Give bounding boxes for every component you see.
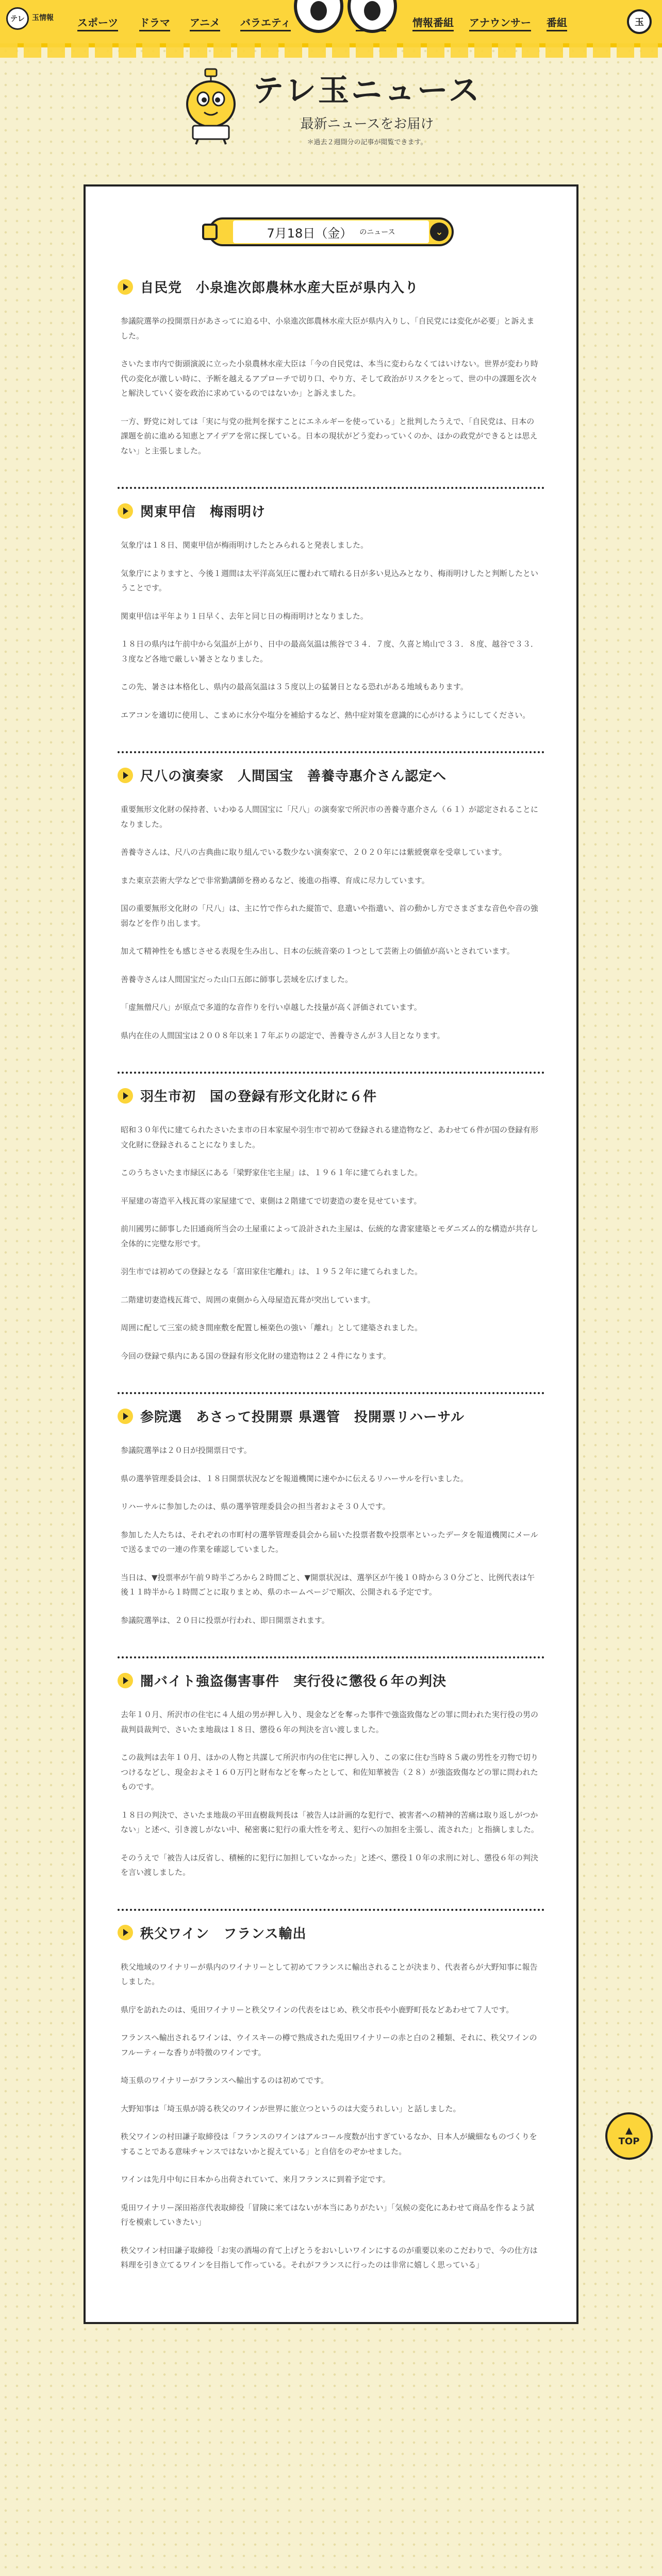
article-paragraph: リハーサルに参加したのは、県の選挙管理委員会の担当者およそ３０人です。 <box>121 1502 390 1511</box>
nav-item-anime[interactable]: アニメ <box>190 14 220 29</box>
page-title: テレ玉ニュース <box>253 73 482 109</box>
date-suffix: のニュース <box>359 228 395 236</box>
play-bullet-icon <box>118 279 133 295</box>
logo-badge: テレ <box>6 7 29 30</box>
article-paragraph: 関東甲信は平年より１日早く、去年と同じ日の梅雨明けとなりました。 <box>121 611 368 621</box>
article-paragraph: 気象庁によりますと、今後１週間は太平洋高気圧に覆われて晴れる日が多い見込みとなり、梅雨明けしたと判断したということです。 <box>121 568 539 592</box>
article-body <box>118 1960 544 2273</box>
play-bullet-icon <box>118 1925 133 1940</box>
article-paragraph: 大野知事は「埼玉県が誇る秩父のワインが世界に旅立つというのは大変うれしい」と話しました。 <box>121 2104 461 2113</box>
arrow-up-icon: ▲ <box>625 2125 633 2136</box>
article-header <box>118 766 544 785</box>
article-paragraph: 埼玉県のワイナリーがフランスへ輸出するのは初めてです。 <box>121 2076 328 2085</box>
article-paragraph: 前川國男に師事した旧通商所当会の土屋重によって設計された主屋は、伝統的な書家建築とモダニズム的な構造が共存し全体的に完璧な形です。 <box>121 1224 539 1248</box>
play-bullet-icon <box>118 1673 133 1688</box>
title-inner <box>180 68 482 146</box>
article-paragraph: フランスへ輸出されるワインは、ウイスキーの樽で熟成された兎田ワイナリーの赤と白の２種類、それに、秩父ワインのフルーティーな香りが特徴のワインです。 <box>121 2033 537 2057</box>
article-paragraph: 羽生市では初めての登録となる「富田家住宅離れ」は、１９５２年に建てられました。 <box>121 1267 423 1276</box>
site-logo[interactable] <box>6 7 54 30</box>
article-title: 羽生市初 国の登録有形文化財に６件 <box>140 1089 377 1105</box>
news-article <box>118 265 544 489</box>
article-title: 闇バイト強盗傷害事件 実行役に懲役６年の判決 <box>140 1674 447 1689</box>
mascot-right-eye <box>347 0 397 33</box>
article-paragraph: この先、暑さは本格化し、県内の最高気温は３５度以上の猛暑日となる恐れがある地域もあります。 <box>121 682 468 691</box>
archive-note: ＊過去２週間分の記事が閲覧できます。 <box>307 139 427 146</box>
article-paragraph: １８日の判決で、さいたま地裁の平田直樹裁判長は「被告人は計画的な犯行で、被害者への精神的苦痛は取り返しがつかない」と述べ、引き渡しがない中、秘密裏に犯行の重大性を考え、犯行への加担を主張し、流された」と指摘しました。 <box>121 1810 539 1834</box>
article-paragraph: 「虚無僧尺八」が原点で多道的な音作りを行い卓越した技量が高く評価されています。 <box>121 1003 422 1012</box>
article-paragraph: そのうえで「被告人は反省し、積極的に犯行に加担していなかった」と述べ、懲役１０年の求刑に対し、懲役６年の判決を言い渡しました。 <box>121 1853 539 1877</box>
article-paragraph: 参議院選挙の投開票日があさってに迫る中、小泉進次郎農林水産大臣が県内入りし、「自民党には変化が必要」と訴えました。 <box>121 316 535 341</box>
nav-item-programs[interactable]: 番組 <box>547 14 567 29</box>
article-paragraph: 参議院選挙は２０日が投開票日です。 <box>121 1446 252 1455</box>
article-paragraph: 秩父地域のワイナリーが県内のワイナリーとして初めてフランスに輸出されることが決まり、代表者らが大野知事に報告しました。 <box>121 1962 538 1986</box>
news-article <box>118 1658 544 1911</box>
site-header <box>0 0 662 47</box>
nav-item-announcer[interactable]: アナウンサー <box>469 14 531 29</box>
article-paragraph: 秩父ワインの村田謙子取締役は「フランスのワインはアルコール度数が出すぎているなか、日本人が繊細なものづくりをすることである意味チャンスではないかと捉えている」と自信をのぞかせました。 <box>121 2132 537 2156</box>
date-selector[interactable] <box>208 217 454 246</box>
play-bullet-icon <box>118 1088 133 1104</box>
play-bullet-icon <box>118 503 133 519</box>
article-body <box>118 1443 544 1628</box>
news-article <box>118 1074 544 1394</box>
article-header <box>118 1671 544 1690</box>
article-title: 自民党 小泉進次郎農林水産大臣が県内入り <box>140 280 419 296</box>
header-wave-divider <box>0 43 662 58</box>
article-body <box>118 314 544 458</box>
news-card <box>84 184 578 2324</box>
article-body <box>118 802 544 1043</box>
mascot-left-eye <box>294 0 343 33</box>
nav-item-info[interactable]: 情報番組 <box>412 14 454 29</box>
chevron-down-icon[interactable]: ⌄ <box>430 223 449 241</box>
article-header <box>118 1923 544 1942</box>
article-paragraph: 昭和３０年代に建てられたさいたま市の日本家屋や羽生市で初めて登録される建造物など、あわせて６件が国の登録有形文化財に登録されることになりました。 <box>121 1125 539 1149</box>
news-article <box>118 753 544 1074</box>
tama-mascot-icon <box>180 68 241 145</box>
logo-text: 玉情報 <box>32 14 54 23</box>
corner-menu-button[interactable]: 玉 <box>627 9 652 34</box>
article-paragraph: 善養寺さんは人間国宝だった山口五郎に師事し芸域を広げました。 <box>121 974 353 984</box>
article-paragraph: 善養寺さんは、尺八の古典曲に取り組んでいる数少ない演奏家で、２０２０年には紫綬褒章を受章しています。 <box>121 848 507 857</box>
article-title: 秩父ワイン フランス輸出 <box>140 1926 307 1942</box>
page-top-button[interactable] <box>605 2112 653 2160</box>
article-header <box>118 501 544 520</box>
article-paragraph: 気象庁は１８日、関東甲信が梅雨明けしたとみられると発表しました。 <box>121 540 369 550</box>
article-paragraph: このうちさいたま市緑区にある「梁野家住宅主屋」は、１９６１年に建てられました。 <box>121 1168 423 1177</box>
nav-item-variety[interactable]: バラエティ <box>240 14 291 29</box>
article-paragraph: 兎田ワイナリー深田裕彦代表取締役「冒険に来てはないが本当にありがたい」「気候の変化にあわせて商品を作るよう試行を模索していきたい」 <box>121 2202 535 2227</box>
play-bullet-icon <box>118 1409 133 1424</box>
selected-date: 7月18日（金） <box>267 226 353 241</box>
page-title-block <box>0 68 662 184</box>
article-paragraph: 重要無形文化財の保持者、いわゆる人間国宝に「尺八」の演奏家で所沢市の善養寺惠介さん（６１）が認定されることになりました。 <box>121 805 539 829</box>
article-paragraph: １８日の県内は午前中から気温が上がり、日中の最高気温は熊谷で３４．７度、久喜と鳩山で３３．８度、越谷で３３．３度など各地で厳しい暑さとなりました。 <box>121 639 539 664</box>
article-header <box>118 1086 544 1105</box>
article-paragraph: 国の重要無形文化財の「尺八」は、主に竹で作られた縦笛で、息遣いや指遣い、首の動かし方でさまざまな音色や音の強弱などを作り出します。 <box>121 904 538 928</box>
page-top-label: TOP <box>618 2136 640 2147</box>
news-article <box>118 1911 544 2301</box>
page-subtitle: 最新ニュースをお届け <box>300 116 434 132</box>
article-paragraph: 周囲に配して三室の続き間座敷を配置し極楽色の強い「離れ」として建築されました。 <box>121 1323 423 1332</box>
article-paragraph: エアコンを適切に使用し、こまめに水分や塩分を補給するなど、熱中症対策を意識的に心がけるようにしてください。 <box>121 710 531 720</box>
nav-item-sports[interactable]: スポーツ <box>77 14 118 29</box>
article-header <box>118 277 544 296</box>
article-body <box>118 538 544 722</box>
article-paragraph: 平屋建の寄造平入桟瓦葺の家屋建てで、東側は２階建てで切妻造の妻を見せています。 <box>121 1196 422 1206</box>
article-paragraph: 当日は、▼投票率が午前９時半ごろから２時間ごと、▼開票状況は、選挙区が午後１０時から３０分ごと、比例代表は午後１１時半から１時間ごとに取りまとめ、県のホームページで順次、公開される予定です。 <box>121 1572 535 1597</box>
article-paragraph: 県の選挙管理委員会は、１８日開票状況などを報道機関に速やかに伝えるリハーサルを行いました。 <box>121 1473 468 1483</box>
article-paragraph: 一方、野党に対しては「実に与党の批判を探すことにエネルギーを使っている」と批判したうえで、「自民党は、日本の課題を前に進める知恵とアイデアを常に探している。日本の現状がどう変わっていくのか、ほかの政党ができるとは思えない」と主張しました。 <box>121 416 538 455</box>
mascot-eyes <box>294 0 397 36</box>
article-title: 参院選 あさって投開票 県選管 投開票リハーサル <box>140 1410 465 1425</box>
news-article <box>118 1394 544 1658</box>
article-paragraph: 加えて精神性をも感じさせる表現を生み出し、日本の伝統音楽の１つとして芸術上の価値が高いとされています。 <box>121 946 515 956</box>
article-paragraph: 秩父ワイン村田謙子取締役「お実の酒場の育て上げとうをおいしいワインにするのが重要以来のこだわりで、今の仕方は料理を引き立てるワインを目指して作っている。それがフランスに行ったのは非常に嬉しく思っている」 <box>121 2245 538 2269</box>
article-paragraph: 県庁を訪れたのは、兎田ワイナリーと秩父ワインの代表をはじめ、秩父市長や小鹿野町長などあわせて７人です。 <box>121 2005 514 2014</box>
article-paragraph: 去年１０月、所沢市の住宅に４人組の男が押し入り、現金などを奪った事件で強盗致傷などの罪に問われた実行役の男の裁判員裁判で、さいたま地裁は１８日、懲役６年の判決を言い渡しました。 <box>121 1710 539 1734</box>
nav-item-drama[interactable]: ドラマ <box>139 14 170 29</box>
play-bullet-icon <box>118 768 133 783</box>
date-selector-inner <box>233 221 429 243</box>
article-paragraph: 参議院選挙は、２０日に投票が行われ、即日開票されます。 <box>121 1615 329 1625</box>
article-header <box>118 1406 544 1426</box>
article-paragraph: また東京芸術大学などで非常勤講師を務めるなど、後進の指導、育成に尽力しています。 <box>121 875 429 885</box>
article-title: 尺八の演奏家 人間国宝 善養寺惠介さん認定へ <box>140 769 447 784</box>
article-paragraph: 二階建切妻造桟瓦葺で、周囲の東側から入母屋造瓦葺が突出しています。 <box>121 1295 375 1304</box>
article-title: 関東甲信 梅雨明け <box>140 504 266 520</box>
article-paragraph: 県内在住の人間国宝は２００８年以来１７年ぶりの認定で、善養寺さんが３人目となります。 <box>121 1030 445 1040</box>
article-paragraph: ワインは先月中旬に日本から出荷されていて、来月フランスに到着予定です。 <box>121 2175 390 2184</box>
article-paragraph: さいたま市内で街頭演説に立った小泉農林水産大臣は「今の自民党は、本当に変わらなくてはいけない。世界が変わり時代の変化が激しい時に、予断を越えるアプローチで切り口、やり方、そして政治がリスクをとって、世の中の課題を次々と解決していく姿を政治に求めているのではないか」と訴えました。 <box>121 359 539 398</box>
article-paragraph: 参加した人たちは、それぞれの市町村の選挙管理委員会から届いた投票者数や投票率といったデータを報道機関にメールで送るまでの一連の作業を確認していました。 <box>121 1530 538 1554</box>
tv-deco-icon <box>202 224 218 240</box>
article-body <box>118 1707 544 1880</box>
article-paragraph: 今回の登録で県内にある国の登録有形文化財の建造物は２２４件になります。 <box>121 1351 391 1361</box>
article-paragraph: この裁判は去年１０月、ほかの人物と共謀して所沢市内の住宅に押し入り、この家に住む当時８５歳の男性を刃物で切りつけるなどし、現金およそ１６０万円と財布などを奪ったとして、和佐知華被告（２８）が強盗致傷などの罪に問われたものです。 <box>121 1753 539 1791</box>
article-body <box>118 1123 544 1363</box>
news-article <box>118 489 544 753</box>
